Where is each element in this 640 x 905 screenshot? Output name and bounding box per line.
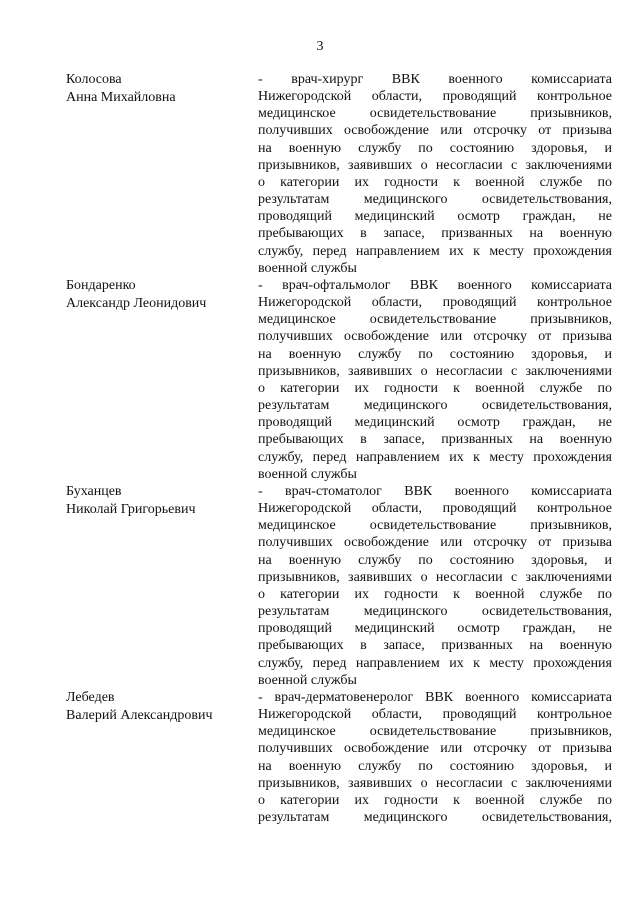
desc-line: Нижегородской области, проводящий контрольное [258, 707, 612, 723]
desc-line: проводящий медицинский осмотр граждан, не [258, 415, 612, 431]
role-description [258, 277, 612, 483]
surname: Лебедев [66, 690, 115, 705]
person-name [66, 483, 246, 519]
desc-line: - врач-офтальмолог ВВК военного комиссариата [258, 278, 612, 293]
desc-line: получивших освобождение или отсрочку от призыва [258, 123, 612, 139]
surname: Колосова [66, 72, 122, 87]
desc-line: о категории их годности к военной службе по [258, 174, 612, 190]
desc-line: получивших освобождение или отсрочку от призыва [258, 535, 612, 551]
desc-line: на военную службу по состоянию здоровья, и [258, 758, 612, 774]
given-names: Валерий Александрович [66, 708, 213, 723]
desc-line: военной службы [258, 260, 357, 276]
desc-line: медицинское освидетельствование призывников, [258, 724, 612, 740]
desc-line: получивших освобождение или отсрочку от призыва [258, 741, 612, 757]
desc-line: - врач-дерматовенеролог ВВК военного комиссариата [258, 690, 612, 705]
desc-line: Нижегородской области, проводящий контрольное [258, 501, 612, 517]
given-names: Александр Леонидович [66, 296, 207, 311]
given-names: Николай Григорьевич [66, 502, 196, 517]
desc-line: на военную службу по состоянию здоровья, и [258, 552, 612, 568]
desc-line: о категории их годности к военной службе по [258, 380, 612, 396]
desc-line: на военную службу по состоянию здоровья, и [258, 346, 612, 362]
role-description [258, 483, 612, 689]
desc-line: получивших освобождение или отсрочку от призыва [258, 329, 612, 345]
desc-line: проводящий медицинский осмотр граждан, не [258, 209, 612, 225]
desc-line: военной службы [258, 466, 357, 482]
desc-line: призывников, заявивших о несогласии с заключениями [258, 157, 612, 173]
desc-line: на военную службу по состоянию здоровья, и [258, 140, 612, 156]
desc-line: проводящий медицинский осмотр граждан, не [258, 621, 612, 637]
desc-line: призывников, заявивших о несогласии с заключениями [258, 775, 612, 791]
role-description [258, 71, 612, 277]
role-description [258, 689, 612, 826]
desc-line: призывников, заявивших о несогласии с заключениями [258, 569, 612, 585]
desc-line: - врач-хирург ВВК военного комиссариата [258, 72, 612, 87]
desc-line: медицинское освидетельствование призывников, [258, 312, 612, 328]
person-name [66, 689, 246, 725]
given-names: Анна Михайловна [66, 90, 176, 105]
desc-line: медицинское освидетельствование призывников, [258, 518, 612, 534]
desc-line: о категории их годности к военной службе по [258, 792, 612, 808]
desc-line: призывников, заявивших о несогласии с заключениями [258, 363, 612, 379]
person-name [66, 277, 246, 313]
desc-line: - врач-стоматолог ВВК военного комиссариата [258, 484, 612, 499]
desc-line: Нижегородской области, проводящий контрольное [258, 295, 612, 311]
desc-line: службу, перед направлением их к месту прохождения [258, 243, 612, 259]
desc-line: пребывающих в запасе, призванных на военную [258, 226, 612, 242]
surname: Бондаренко [66, 278, 136, 293]
desc-line: службу, перед направлением их к месту прохождения [258, 449, 612, 465]
desc-line: Нижегородской области, проводящий контрольное [258, 89, 612, 105]
desc-line: результатам медицинского освидетельствования, [258, 398, 612, 414]
desc-line: военной службы [258, 672, 357, 688]
person-name [66, 71, 246, 107]
desc-line: медицинское освидетельствование призывников, [258, 106, 612, 122]
desc-line: результатам медицинского освидетельствования, [258, 810, 612, 826]
desc-line: пребывающих в запасе, призванных на военную [258, 638, 612, 654]
desc-line: результатам медицинского освидетельствования, [258, 192, 612, 208]
desc-line: пребывающих в запасе, призванных на военную [258, 432, 612, 448]
desc-line: о категории их годности к военной службе по [258, 586, 612, 602]
page-number: 3 [316, 39, 324, 54]
desc-line: результатам медицинского освидетельствования, [258, 604, 612, 620]
desc-line: службу, перед направлением их к месту прохождения [258, 655, 612, 671]
surname: Буханцев [66, 484, 122, 499]
